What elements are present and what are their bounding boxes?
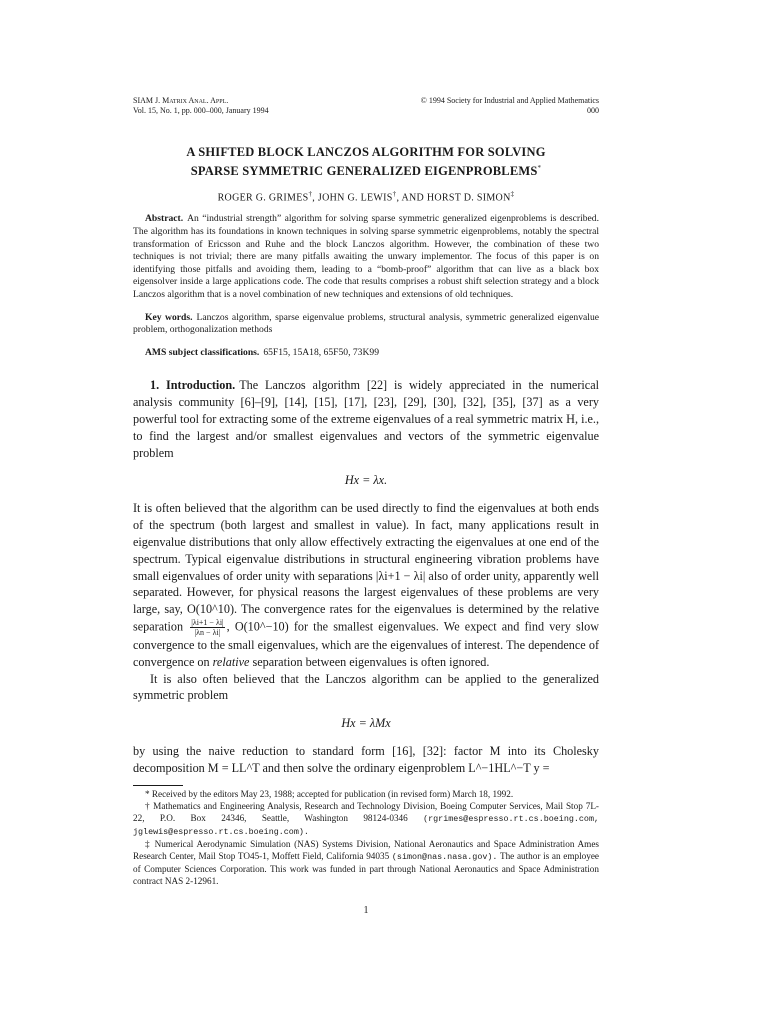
footnote-received: * Received by the editors May 23, 1988; accepted for publication (in revised form) March 18, 1992. xyxy=(145,788,514,799)
author-2: , JOHN G. LEWIS xyxy=(312,192,393,204)
title-footnote-mark: * xyxy=(537,164,542,172)
intro-p2f: separation between eigenvalues is often ignored. xyxy=(252,654,490,669)
footnote-boeing-text: † Mathematics and Engineering Analysis, Research and Technology Division, Boeing Computer Services, Mail Stop 7L-22, P.O. Box 24346, Seattle, Washington 98124-0346 xyxy=(133,800,599,823)
journal-info xyxy=(133,96,269,116)
author-1-mark: † xyxy=(308,190,313,199)
equation-2: Hx = λMx xyxy=(341,716,391,731)
journal-name: SIAM J. Matrix Anal. Appl. xyxy=(133,96,229,105)
intro-p2c: , O(10^−10) xyxy=(226,619,289,634)
author-3-mark: ‡ xyxy=(510,190,515,199)
intro-p2b: |λi+1 − λi| also of order unity, apparently well separated. However, for physical reasons the largest eigenvalues of these problems are very large, say, O(10^10). The convergence rates for the eigenvalues is determined by the relative separation xyxy=(133,568,599,634)
abstract-label: Abstract. xyxy=(145,213,184,225)
footnote-boeing-emails: (rgrimes@espresso.rt.cs.boeing.com, jglewis@espresso.rt.cs.boeing.com). xyxy=(133,813,599,837)
intro-paragraph-1 xyxy=(133,377,599,461)
paper-page xyxy=(133,96,599,916)
intro-paragraph-4: by using the naive reduction to standard form [16], [32]: factor M into its Cholesky decomposition M = LL^T and then solve the ordinary eigenproblem L^−1HL^−T y = xyxy=(133,744,599,775)
ams-label: AMS subject classifications. xyxy=(145,346,260,358)
author-1: ROGER G. GRIMES xyxy=(217,192,309,204)
keywords-label: Key words. xyxy=(145,311,193,323)
intro-paragraph-2 xyxy=(133,500,599,670)
equation-1: Hx = λx. xyxy=(344,473,388,488)
author-list xyxy=(133,190,599,203)
footnotes xyxy=(133,788,599,887)
intro-p1-text: The Lanczos algorithm [22] is widely appreciated in the numerical analysis community [6]–[9], [14], [15], [17], [23], [29], [30], [32], [35], [37] as a very powerful tool for extracting some of the extreme eigenvalues of a real symmetric matrix H, i.e., to find the largest and/or smallest eigenvalues and vectors of the symmetric eigenvalue problem xyxy=(133,378,600,460)
ams-text: 65F15, 15A18, 65F50, 73K99 xyxy=(263,346,379,358)
intro-p2a: It is often believed that the algorithm can be used directly to find the eigenvalues at both ends of the spectrum (both largest and smallest in value). In fact, many applications result in eigenvalue distributions that only allow effectively extracting the eigenvalues at one end of the spectrum. Typical eigenvalue distributions in structural engineering vibration problems have small eigenvalues of order unity with separations xyxy=(133,501,599,583)
footnote-nasa xyxy=(133,838,599,887)
abstract-text: An “industrial strength” algorithm for solving sparse symmetric generalized eigenproblems is described. The algorithm has its foundations in known techniques in solving sparse symmetric eigenproblems, notably the spectral transformation of Ericsson and Ruhe and the block Lanczos algorithm. However, the combination of these two techniques is not trivial; there are many pitfalls awaiting the unwary implementor. The focus of this paper is on identifying those pitfalls and avoiding them, leading to a “bomb-proof” algorithm that can live as a black box eigensolver inside a large applications code. The code that results comprises a robust shift selection strategy and a block Lanczos algorithm that is a novel combination of new techniques and extensions of old techniques. xyxy=(133,213,599,301)
intro-p2d: for the smallest eigenvalues. We expect and find very slow convergence to the small eigenvalues, which are the eigenvalues of interest. The dependence of convergence on xyxy=(133,619,599,669)
title-line-2-text: SPARSE SYMMETRIC GENERALIZED EIGENPROBLEMS xyxy=(190,164,538,179)
fraction-numerator: |λi+1 − λi| xyxy=(191,617,224,627)
relative-separation-fraction xyxy=(190,618,224,637)
section-heading: 1. Introduction. xyxy=(150,378,236,393)
footnote-boeing xyxy=(133,800,599,838)
title-line-1: A SHIFTED BLOCK LANCZOS ALGORITHM FOR SOLVING xyxy=(186,145,546,159)
author-3: , AND HORST D. SIMON xyxy=(396,192,511,204)
footnote-nasa-rest: The author is an employee of Computer Sciences Corporation. This work was funded in part through National Aeronautics and Space Administration contract NAS 2-12961. xyxy=(133,850,600,886)
page-range: 000 xyxy=(587,106,599,115)
intro-paragraph-3: It is also often believed that the Lanczos algorithm can be applied to the generalized symmetric problem xyxy=(133,671,599,703)
fraction-denominator: |λn − λi| xyxy=(194,627,221,637)
keywords xyxy=(133,312,599,337)
author-2-mark: † xyxy=(392,190,397,199)
abstract xyxy=(133,213,599,301)
keywords-text: Lanczos algorithm, sparse eigenvalue problems, structural analysis, symmetric generalized eigenvalue problem, orthogonalization methods xyxy=(133,311,599,336)
copyright-line: © 1994 Society for Industrial and Applied Mathematics xyxy=(420,96,599,105)
volume-info: Vol. 15, No. 1, pp. 000–000, January 1994 xyxy=(133,106,269,115)
footnote-nasa-text: ‡ Numerical Aerodynamic Simulation (NAS) Systems Division, National Aeronautics and Space Administration Ames Research Center, Mail Stop TO45-1, Moffett Field, California 94035 xyxy=(133,838,599,861)
copyright-info xyxy=(421,96,599,116)
footnote-rule xyxy=(133,785,183,786)
running-head xyxy=(133,96,599,116)
footnote-nasa-email: (simon@nas.nasa.gov). xyxy=(391,851,498,862)
intro-p2-emphasis: relative xyxy=(212,654,250,669)
page-number: 1 xyxy=(363,904,369,916)
ams-classifications xyxy=(133,347,599,360)
title-line-2 xyxy=(133,160,599,179)
paper-title xyxy=(133,144,599,179)
